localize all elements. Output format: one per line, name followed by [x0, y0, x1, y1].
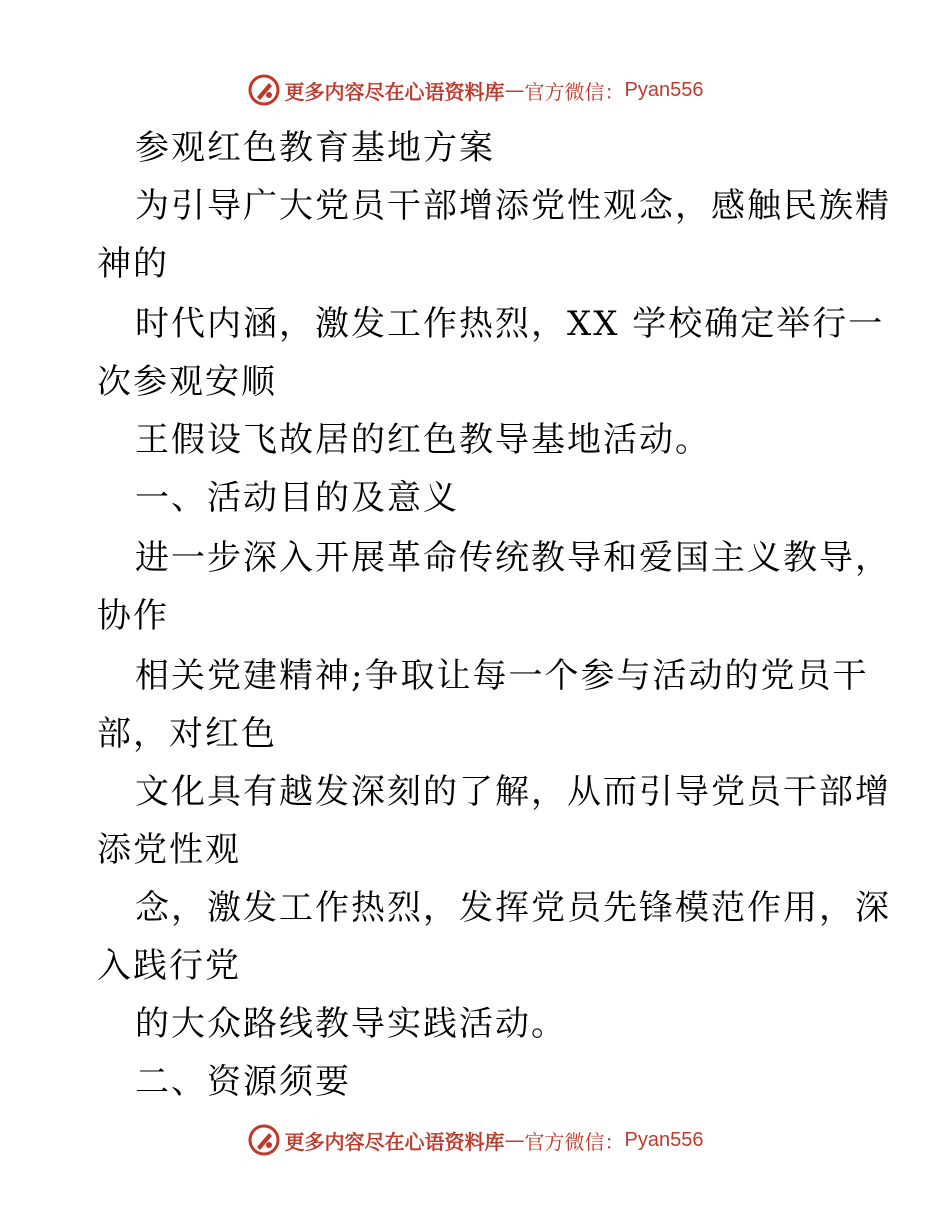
banner-title: 更多内容尽在心语资料库: [284, 79, 505, 104]
banner-wechat-handle: Pyan556: [624, 78, 704, 101]
header-banner: [0, 70, 950, 110]
banner-separator: —: [504, 1128, 525, 1152]
banner-title: 更多内容尽在心语资料库: [284, 1129, 505, 1154]
paragraph-line: 神的: [97, 244, 169, 284]
paragraph-line: 部，对红色: [97, 714, 277, 754]
banner-separator: —: [504, 78, 525, 102]
paragraph-line: 念，激发工作热烈，发挥党员先锋模范作用，深: [135, 888, 891, 928]
pen-logo-icon: [247, 1123, 281, 1157]
banner-wechat-label: 官方微信：: [524, 1129, 625, 1154]
paragraph-line: 进一步深入开展革命传统教导和爱国主义教导，: [135, 538, 891, 578]
paragraph-line: 添党性观: [97, 830, 241, 870]
paragraph-line: 王假设飞故居的红色教导基地活动。: [135, 420, 711, 460]
banner-wechat-label: 官方微信：: [524, 79, 625, 104]
paragraph-line: 时代内涵，激发工作热烈，XX 学校确定举行一: [135, 304, 885, 344]
footer-banner: [0, 1120, 950, 1160]
paragraph-line: 的大众路线教导实践活动。: [135, 1004, 567, 1044]
paragraph-line: 协作: [97, 596, 169, 636]
paragraph-line: 文化具有越发深刻的了解，从而引导党员干部增: [135, 772, 891, 812]
paragraph-line: 为引导广大党员干部增添党性观念，感触民族精: [135, 186, 891, 226]
banner-wechat-handle: Pyan556: [624, 1128, 704, 1151]
pen-logo-icon: [247, 73, 281, 107]
paragraph-line: 次参观安顺: [97, 362, 277, 402]
paragraph-line: 相关党建精神;争取让每一个参与活动的党员干: [135, 656, 869, 696]
section-heading: 一、活动目的及意义: [135, 478, 459, 518]
document-title: 参观红色教育基地方案: [135, 128, 495, 168]
paragraph-line: 入践行党: [97, 946, 241, 986]
section-heading: 二、资源须要: [135, 1062, 351, 1102]
